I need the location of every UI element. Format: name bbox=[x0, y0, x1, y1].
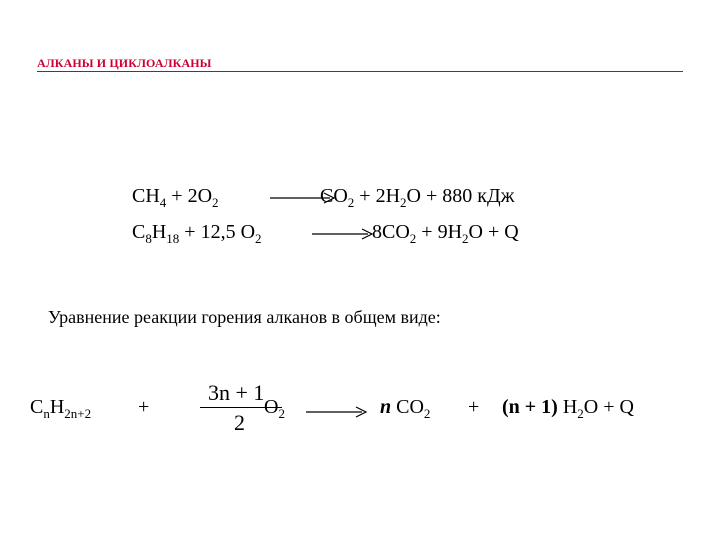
eq1-products: $CO_2 + 2H_2O + 880$ кДж bbox=[320, 185, 515, 210]
fraction-denominator: 2 bbox=[234, 410, 245, 435]
fraction-numerator: 3n + 1 bbox=[208, 380, 265, 405]
water-product: (n + 1) $H_2O + Q$ bbox=[502, 396, 634, 421]
plus-sign: + bbox=[138, 396, 150, 418]
plus-sign: + bbox=[468, 396, 480, 418]
octane-combustion-equation bbox=[132, 218, 612, 254]
combustion-equations bbox=[132, 182, 612, 254]
reaction-arrow-icon bbox=[306, 406, 368, 418]
reaction-arrow-icon bbox=[312, 228, 374, 240]
slide-header bbox=[37, 56, 683, 72]
general-form-caption: Уравнение реакции горения алканов в общем виде: bbox=[48, 307, 441, 327]
page-title: АЛКАНЫ И ЦИКЛОАЛКАНЫ bbox=[37, 56, 212, 70]
eq2-reactants: $C_8H_{18} + 12,5$ $O_2$ bbox=[132, 221, 262, 246]
alkane-formula: $C_nH_{2n+2}$ bbox=[30, 396, 92, 421]
eq1-reactants: $CH_4 + 2O_2$ bbox=[132, 185, 219, 210]
methane-combustion-equation bbox=[132, 182, 612, 218]
oxygen-formula: $O_2$ bbox=[264, 396, 285, 421]
eq2-products: $8CO_2 + 9H_2O + Q$ bbox=[372, 221, 519, 246]
header-underline bbox=[37, 71, 683, 72]
carbon-dioxide-product: n $CO_2$ bbox=[380, 396, 431, 421]
general-combustion-equation bbox=[30, 380, 700, 440]
